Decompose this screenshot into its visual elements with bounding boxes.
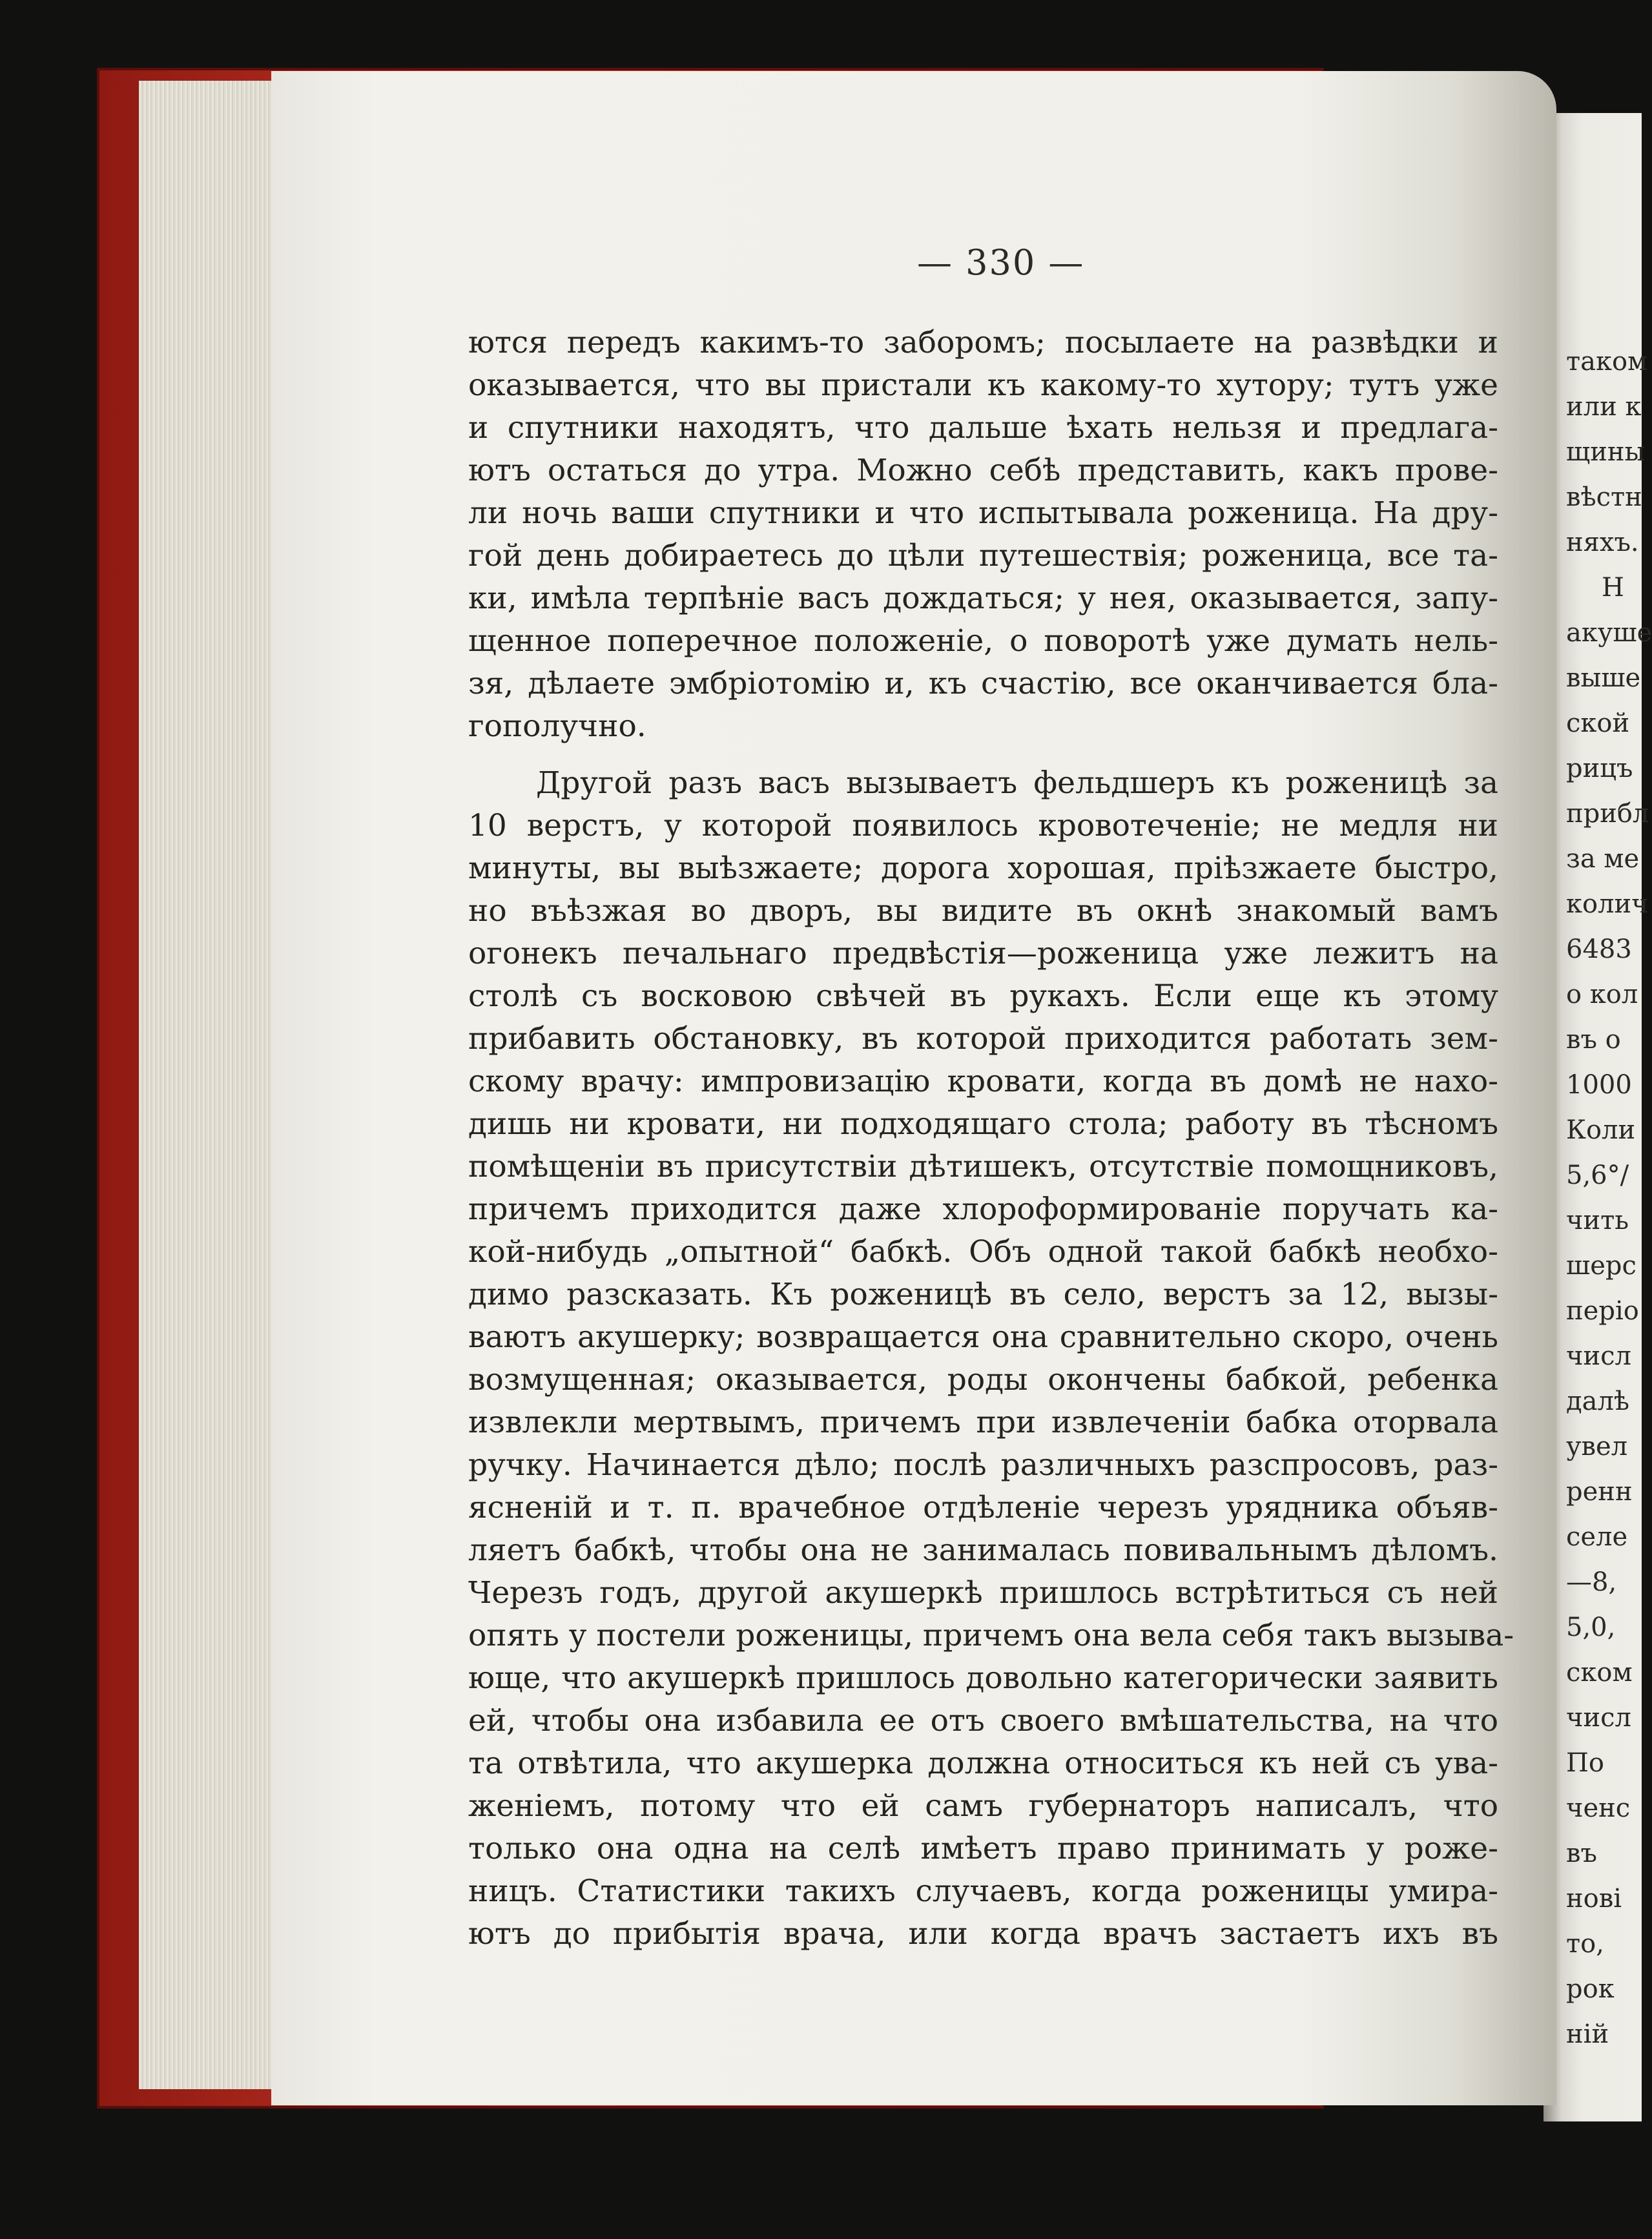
fragment-line: нові [1566,1884,1622,1914]
text-line: зя, дѣлаете эмбріотомію и, къ счастію, все оканчивается бла- [468,666,1498,701]
text-line: ляетъ бабкѣ, чтобы она не занималась повивальнымъ дѣломъ. [468,1532,1498,1568]
fragment-line: вѣстн [1566,482,1642,512]
page-edges [139,81,294,2089]
fragment-line: выше [1566,663,1641,693]
fragment-line: въ о [1566,1025,1621,1055]
text-line: щенное поперечное положеніе, о поворотѣ уже думать нель- [468,623,1498,659]
text-line: только она одна на селѣ имѣетъ право принимать у роже- [468,1831,1498,1866]
fragment-line: —8, [1566,1567,1617,1597]
text-line: ки, имѣла терпѣніе васъ дождаться; у нея, оказывается, запу- [468,581,1498,616]
fragment-line: то, [1566,1929,1604,1959]
text-line: помѣщеніи въ присутствіи дѣтишекъ, отсутствіе помощниковъ, [468,1149,1498,1184]
fragment-line: или к [1566,392,1642,422]
text-line: и спутники находятъ, что дальше ѣхать нельзя и предлага- [468,410,1498,446]
text-line: прибавить обстановку, въ которой приходится работать зем- [468,1021,1498,1057]
fragment-line: няхъ. [1566,528,1639,557]
fragment-line: Н [1602,573,1624,603]
fragment-line: шерс [1566,1251,1637,1281]
text-line: минуты, вы выѣзжаете; дорога хорошая, пріѣзжаете быстро, [468,851,1498,886]
text-line: огонекъ печальнаго предвѣстія—роженица уже лежитъ на [468,936,1498,971]
fragment-line: Коли [1566,1115,1636,1145]
text-line: димо разсказать. Къ роженицѣ въ село, верстъ за 12, вызы- [468,1277,1498,1312]
text-line: та отвѣтила, что акушерка должна относиться къ ней съ ува- [468,1746,1498,1781]
fragment-line: за ме [1566,844,1640,874]
fragment-line: прибл [1566,799,1649,829]
text-line: скому врачу: импровизацію кровати, когда въ домѣ не нахо- [468,1064,1498,1099]
fragment-line: По [1566,1748,1604,1778]
fragment-line: числ [1566,1703,1631,1733]
text-line: ницъ. Статистики такихъ случаевъ, когда роженицы умира- [468,1873,1498,1909]
fragment-line: рицъ [1566,754,1633,783]
fragment-line: числ [1566,1341,1631,1371]
fragment-line: ренн [1566,1477,1633,1507]
fragment-line: ченс [1566,1793,1631,1823]
fragment-line: 5,0, [1566,1613,1616,1642]
text-line: столѣ съ восковою свѣчей въ рукахъ. Если еще къ этому [468,978,1498,1014]
fragment-line: ній [1566,2019,1609,2049]
fragment-line: 5,6°/ [1566,1161,1629,1190]
text-line: ясненій и т. п. врачебное отдѣленіе черезъ урядника объяв- [468,1490,1498,1525]
text-line: ручку. Начинается дѣло; послѣ различныхъ разспросовъ, раз- [468,1447,1498,1483]
fragment-line: рок [1566,1974,1615,2004]
text-line: ютъ до прибытія врача, или когда врачъ застаетъ ихъ въ [468,1916,1498,1952]
fragment-line: о кол [1566,980,1638,1009]
fragment-line: 6483 [1566,934,1632,964]
text-line: ей, чтобы она избавила ее отъ своего вмѣшательства, на что [468,1703,1498,1739]
fragment-line: щины [1566,437,1646,467]
fragment-line: селе [1566,1522,1628,1552]
text-line: оказывается, что вы пристали къ какому-то хутору; тутъ уже [468,367,1498,403]
text-line: Другой разъ васъ вызываетъ фельдшеръ къ роженицѣ за [536,765,1498,801]
text-line: ли ночь ваши спутники и что испытывала роженица. На дру- [468,495,1498,531]
text-line: гополучно. [468,708,646,744]
text-line: женіемъ, потому что ей самъ губернаторъ написалъ, что [468,1788,1498,1824]
page-number: — 330 — [917,242,1085,283]
text-line: но въѣзжая во дворъ, вы видите въ окнѣ знакомый вамъ [468,893,1498,929]
fragment-line: періо [1566,1296,1639,1326]
fragment-line: таком [1566,347,1648,377]
text-line: опять у постели роженицы, причемъ она вела себя такъ вызыва- [468,1618,1514,1653]
fragment-line: 1000 [1566,1070,1632,1100]
fragment-line: чить [1566,1206,1629,1235]
text-line: Черезъ годъ, другой акушеркѣ пришлось встрѣтиться съ ней [468,1575,1498,1611]
text-line: ются передъ какимъ-то заборомъ; посылаете на развѣдки и [468,325,1498,360]
fragment-line: ской [1566,708,1630,738]
text-line: 10 верстъ, у которой появилось кровотеченіе; не медля ни [468,808,1498,843]
text-line: дишь ни кровати, ни подходящаго стола; работу въ тѣсномъ [468,1106,1498,1142]
text-line: гой день добираетесь до цѣли путешествія; роженица, все та- [468,538,1498,573]
text-line: ютъ остаться до утра. Можно себѣ представить, какъ прове- [468,453,1498,488]
text-line: юще, что акушеркѣ пришлось довольно категорически заявить [468,1660,1498,1696]
text-line: возмущенная; оказывается, роды окончены бабкой, ребенка [468,1362,1498,1398]
fragment-line: акуше [1566,618,1652,648]
fragment-line: увел [1566,1432,1628,1461]
text-line: кой-нибудь „опытной“ бабкѣ. Объ одной такой бабкѣ необхо- [468,1234,1498,1270]
fragment-line: ском [1566,1658,1633,1687]
fragment-line: въ [1566,1839,1597,1868]
text-line: извлекли мертвымъ, причемъ при извлеченіи бабка оторвала [468,1405,1498,1440]
fragment-line: далѣ [1566,1387,1630,1416]
text-line: причемъ приходится даже хлороформированіе поручать ка- [468,1192,1498,1227]
text-line: ваютъ акушерку; возвращается она сравнительно скоро, очень [468,1319,1498,1355]
fragment-line: колич [1566,889,1649,919]
